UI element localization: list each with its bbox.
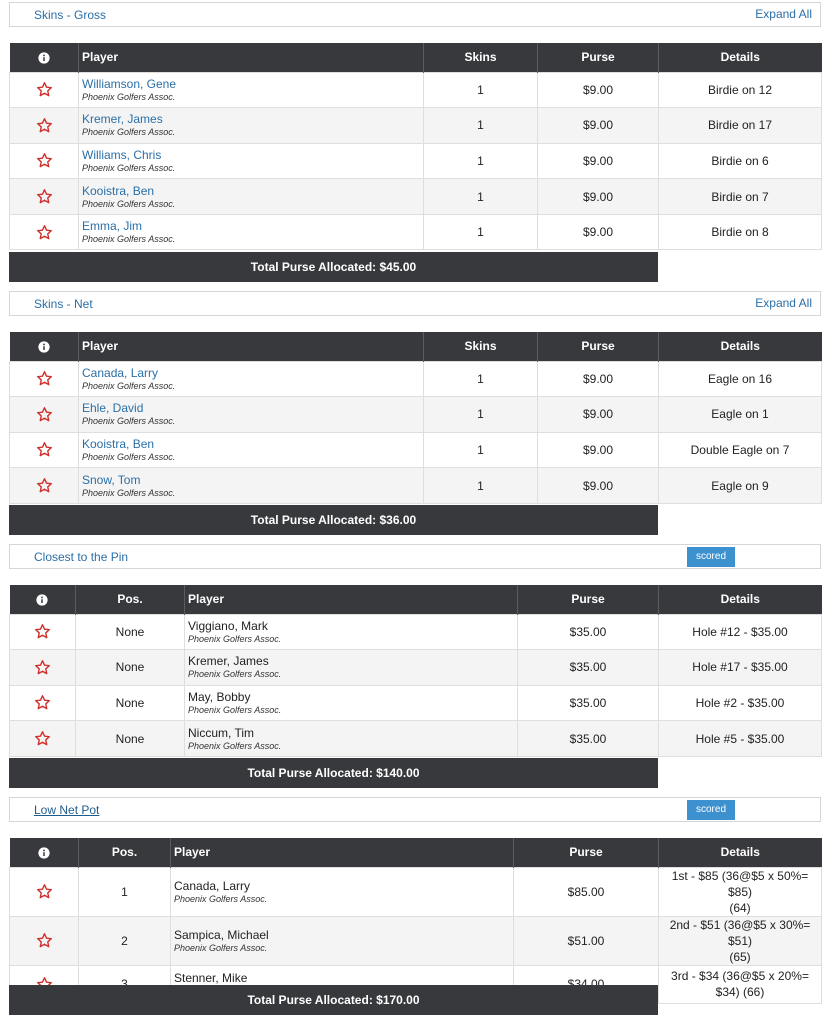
player-name-link[interactable]: Kremer, James [82, 112, 163, 127]
player-name-link[interactable]: Kooistra, Ben [82, 183, 155, 198]
skins-net-total: Total Purse Allocated: $36.00 [9, 505, 658, 535]
favorite-cell [10, 685, 76, 721]
favorite-cell [10, 72, 79, 108]
player-cell [185, 685, 518, 721]
favorite-cell [10, 650, 76, 686]
details-cell: Hole #2 - $35.00 [659, 685, 822, 721]
player-name-link: Sampica, Michael [174, 927, 269, 942]
purse-column-header: Purse [514, 838, 659, 867]
player-name-link[interactable]: Ehle, David [82, 401, 144, 416]
details-cell: Birdie on 6 [659, 143, 822, 179]
star-outline-icon[interactable] [36, 371, 53, 385]
skins-cell: 1 [424, 361, 538, 397]
details-column-header: Details [659, 585, 822, 614]
purse-cell: $35.00 [518, 685, 659, 721]
details-line: $34) (66) [715, 985, 765, 1000]
info-circle-icon [38, 847, 50, 859]
table-row [10, 72, 822, 108]
skins-cell: 1 [424, 143, 538, 179]
skins-cell: 1 [424, 179, 538, 215]
player-name-link: Kremer, James [188, 654, 269, 669]
player-cell [79, 468, 424, 504]
purse-column-header: Purse [538, 43, 659, 72]
info-circle-icon [38, 52, 50, 64]
purse-cell: $35.00 [518, 650, 659, 686]
player-association: Phoenix Golfers Assoc. [174, 893, 268, 904]
player-name-link[interactable]: Emma, Jim [82, 219, 142, 234]
player-name-link: Niccum, Tim [188, 725, 254, 740]
closest-to-pin-total: Total Purse Allocated: $140.00 [9, 758, 658, 788]
player-column-header: Player [171, 838, 514, 867]
purse-cell: $9.00 [538, 72, 659, 108]
player-association: Phoenix Golfers Assoc. [82, 162, 176, 173]
star-outline-icon[interactable] [36, 224, 53, 238]
favorite-cell [10, 614, 76, 650]
details-cell: Eagle on 16 [659, 361, 822, 397]
table-row [10, 397, 822, 433]
favorite-cell [10, 916, 79, 965]
info-column-header [10, 585, 76, 614]
skins-column-header: Skins [424, 43, 538, 72]
details-column-header: Details [659, 332, 822, 361]
table-row [10, 468, 822, 504]
purse-cell: $9.00 [538, 361, 659, 397]
table-row [10, 916, 822, 965]
details-line: 3rd - $34 (36@$5 x 20%= [671, 969, 809, 984]
favorite-cell [10, 468, 79, 504]
player-association: Phoenix Golfers Assoc. [82, 198, 176, 209]
skins-gross-total: Total Purse Allocated: $45.00 [9, 252, 658, 282]
favorite-cell [10, 214, 79, 250]
player-association: Phoenix Golfers Assoc. [188, 669, 282, 680]
table-row [10, 143, 822, 179]
purse-cell: $85.00 [514, 867, 659, 916]
pos-cell: None [76, 614, 185, 650]
low-net-pot-total: Total Purse Allocated: $170.00 [9, 985, 658, 1015]
details-cell: Hole #5 - $35.00 [659, 721, 822, 757]
player-cell [79, 361, 424, 397]
purse-cell: $9.00 [538, 179, 659, 215]
player-cell [79, 214, 424, 250]
purse-cell: $35.00 [518, 721, 659, 757]
skins-cell: 1 [424, 432, 538, 468]
details-cell [659, 867, 822, 916]
star-outline-icon[interactable] [34, 731, 51, 745]
star-outline-icon[interactable] [36, 933, 53, 947]
pos-column-header: Pos. [79, 838, 171, 867]
table-row [10, 361, 822, 397]
player-association: Phoenix Golfers Assoc. [82, 451, 176, 462]
details-line: (65) [729, 949, 751, 964]
skins-cell: 1 [424, 214, 538, 250]
player-name-link[interactable]: Canada, Larry [82, 365, 159, 380]
table-row [10, 650, 822, 686]
player-association: Phoenix Golfers Assoc. [82, 127, 176, 138]
skins-column-header: Skins [424, 332, 538, 361]
details-cell: Eagle on 1 [659, 397, 822, 433]
skins-cell: 1 [424, 468, 538, 504]
favorite-cell [10, 361, 79, 397]
details-cell: Eagle on 9 [659, 468, 822, 504]
star-outline-icon[interactable] [36, 189, 53, 203]
info-column-header [10, 332, 79, 361]
skins-cell: 1 [424, 108, 538, 144]
player-association: Phoenix Golfers Assoc. [188, 633, 282, 644]
details-cell: Birdie on 12 [659, 72, 822, 108]
purse-cell: $9.00 [538, 432, 659, 468]
favorite-cell [10, 397, 79, 433]
purse-cell: $9.00 [538, 143, 659, 179]
player-association: Phoenix Golfers Assoc. [82, 234, 176, 245]
details-column-header: Details [659, 838, 822, 867]
pos-cell: None [76, 685, 185, 721]
skins-cell: 1 [424, 72, 538, 108]
table-row [10, 432, 822, 468]
details-line: 1st - $85 (36@$5 x 50%= $85) [671, 868, 809, 899]
player-cell [185, 721, 518, 757]
star-outline-icon[interactable] [36, 884, 53, 898]
details-line: (64) [729, 900, 751, 915]
star-outline-icon[interactable] [34, 624, 51, 638]
player-column-header: Player [185, 585, 518, 614]
purse-cell: $9.00 [538, 468, 659, 504]
star-outline-icon[interactable] [36, 82, 53, 96]
player-cell [185, 650, 518, 686]
player-column-header: Player [79, 43, 424, 72]
player-association: Phoenix Golfers Assoc. [82, 487, 176, 498]
purse-cell: $35.00 [518, 614, 659, 650]
low-net-pot-bar [9, 797, 821, 822]
player-cell [171, 867, 514, 916]
skins-gross-title[interactable]: Skins - Gross [34, 8, 107, 22]
details-cell: Birdie on 7 [659, 179, 822, 215]
favorite-cell [10, 867, 79, 916]
purse-cell: $9.00 [538, 214, 659, 250]
pos-cell: 1 [79, 867, 171, 916]
table-row [10, 685, 822, 721]
star-outline-icon[interactable] [36, 118, 53, 132]
details-cell: Double Eagle on 7 [659, 432, 822, 468]
player-association: Phoenix Golfers Assoc. [82, 91, 176, 102]
info-column-header [10, 838, 79, 867]
table-row [10, 614, 822, 650]
favorite-cell [10, 143, 79, 179]
favorite-cell [10, 721, 76, 757]
details-cell: Birdie on 17 [659, 108, 822, 144]
player-cell [79, 179, 424, 215]
skins-gross-expand-all-link[interactable]: Expand All [755, 7, 812, 21]
player-association: Phoenix Golfers Assoc. [82, 380, 176, 391]
skins-gross-table [9, 43, 822, 250]
skins-net-table [9, 332, 822, 504]
star-outline-icon[interactable] [34, 695, 51, 709]
table-row [10, 179, 822, 215]
player-association: Phoenix Golfers Assoc. [82, 416, 176, 427]
player-name-link[interactable]: Snow, Tom [82, 472, 141, 487]
low-net-pot-title[interactable]: Low Net Pot [34, 803, 100, 817]
info-circle-icon [38, 341, 50, 353]
purse-column-header: Purse [518, 585, 659, 614]
player-association: Phoenix Golfers Assoc. [188, 704, 282, 715]
player-name-link: Canada, Larry [174, 878, 251, 893]
skins-net-expand-all-link[interactable]: Expand All [755, 296, 812, 310]
scored-badge: scored [687, 800, 735, 820]
player-cell [171, 916, 514, 965]
star-outline-icon[interactable] [36, 478, 53, 492]
player-cell [79, 397, 424, 433]
scored-badge: scored [687, 547, 735, 567]
player-cell [79, 108, 424, 144]
info-circle-icon [36, 594, 48, 606]
details-line: 2nd - $51 (36@$5 x 30%= $51) [669, 917, 811, 948]
player-name-link[interactable]: Kooistra, Ben [82, 436, 155, 451]
star-outline-icon[interactable] [36, 407, 53, 421]
purse-column-header: Purse [538, 332, 659, 361]
star-outline-icon[interactable] [34, 660, 51, 674]
pos-cell: None [76, 721, 185, 757]
player-name-link: Viggiano, Mark [188, 618, 268, 633]
table-row [10, 721, 822, 757]
table-row [10, 867, 822, 916]
star-outline-icon[interactable] [36, 153, 53, 167]
closest-to-pin-bar [9, 544, 821, 569]
player-name-link[interactable]: Williams, Chris [82, 147, 162, 162]
table-row [10, 108, 822, 144]
pos-column-header: Pos. [76, 585, 185, 614]
player-cell [79, 72, 424, 108]
player-name-link: Stenner, Mike [174, 971, 248, 986]
favorite-cell [10, 179, 79, 215]
player-cell [79, 143, 424, 179]
player-column-header: Player [79, 332, 424, 361]
low-net-pot-table [9, 838, 822, 1004]
table-row [10, 214, 822, 250]
details-cell: Hole #12 - $35.00 [659, 614, 822, 650]
details-column-header: Details [659, 43, 822, 72]
skins-gross-bar [9, 2, 821, 27]
details-cell: Hole #17 - $35.00 [659, 650, 822, 686]
favorite-cell [10, 432, 79, 468]
purse-cell: $9.00 [538, 108, 659, 144]
pos-cell: None [76, 650, 185, 686]
purse-cell: $51.00 [514, 916, 659, 965]
pos-cell: 2 [79, 916, 171, 965]
skins-cell: 1 [424, 397, 538, 433]
purse-cell: $9.00 [538, 397, 659, 433]
star-outline-icon[interactable] [36, 442, 53, 456]
player-cell [185, 614, 518, 650]
player-association: Phoenix Golfers Assoc. [188, 740, 282, 751]
closest-to-pin-table [9, 585, 822, 757]
info-column-header [10, 43, 79, 72]
closest-to-pin-title[interactable]: Closest to the Pin [34, 550, 129, 564]
player-cell [79, 432, 424, 468]
player-association: Phoenix Golfers Assoc. [174, 942, 268, 953]
details-cell: Birdie on 8 [659, 214, 822, 250]
details-cell [659, 916, 822, 965]
player-name-link: May, Bobby [188, 689, 251, 704]
details-cell [659, 965, 822, 1004]
player-name-link[interactable]: Williamson, Gene [82, 76, 177, 91]
skins-net-title[interactable]: Skins - Net [34, 297, 93, 311]
skins-net-bar [9, 291, 821, 316]
favorite-cell [10, 108, 79, 144]
